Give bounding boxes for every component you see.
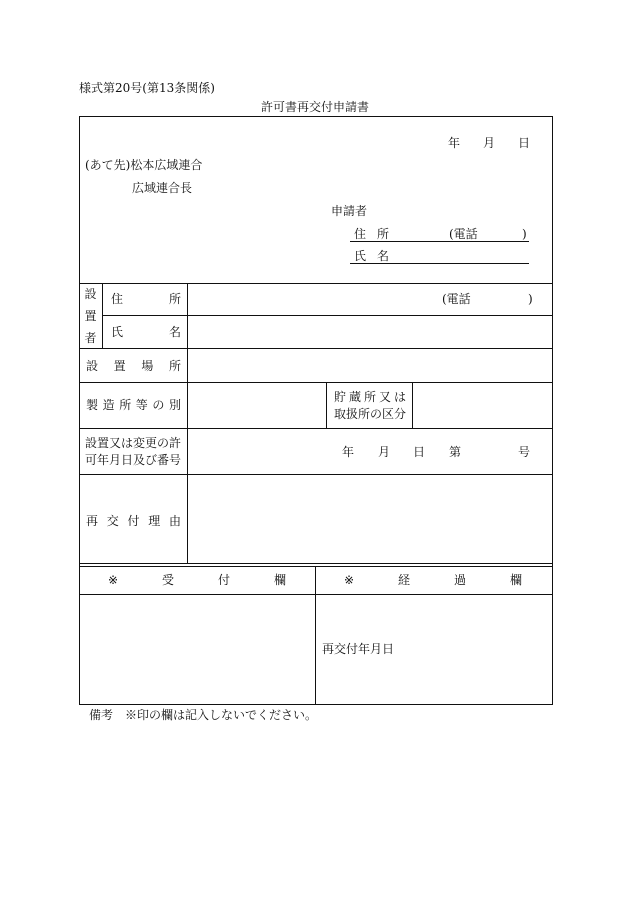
row-divider (102, 315, 553, 316)
permit-number-suffix: 号 (518, 445, 531, 459)
permit-label-line2: 可年月日及び番号 (85, 453, 182, 467)
location-label: 設 置 場 所 (86, 359, 181, 373)
installer-group-label: 設 置 者 (84, 287, 97, 345)
addressee: (あて先)松本広域連合 (85, 158, 203, 172)
permit-month: 月 (378, 445, 391, 459)
form-number: 様式第20号(第13条関係) (79, 81, 215, 95)
footnote: 備考 ※印の欄は記入しないでください。 (89, 708, 318, 722)
applicant-address-line (350, 228, 529, 242)
row-divider (79, 474, 553, 475)
category-label: 製 造 所 等 の 別 (86, 398, 181, 412)
name-char: 名 (377, 249, 390, 263)
row-divider (79, 283, 553, 284)
col-divider (102, 283, 103, 348)
row-divider (79, 594, 553, 595)
permit-day: 日 (413, 445, 426, 459)
row-divider (79, 428, 553, 429)
col-divider (326, 382, 327, 428)
phone-close: ) (522, 227, 527, 241)
date-year-label: 年 (448, 136, 461, 150)
row-divider (79, 348, 553, 349)
installer-name-label: 氏 名 (111, 325, 181, 339)
address-char: 住 (354, 227, 367, 241)
name-char: 氏 (354, 249, 367, 263)
addressee-title: 広域連合長 (132, 181, 193, 195)
col-divider (412, 382, 413, 428)
date-month-label: 月 (483, 136, 496, 150)
permit-label-line1: 設置又は変更の許 (85, 436, 182, 450)
reissue-date-label: 再交付年月日 (322, 642, 395, 656)
form-title: 許可書再交付申請書 (260, 100, 369, 114)
col-divider (315, 566, 316, 705)
installer-address-label: 住 所 (111, 292, 181, 306)
row-divider (79, 563, 553, 564)
row-divider (79, 382, 553, 383)
permit-no: 第 (449, 445, 462, 459)
reason-label: 再 交 付 理 由 (86, 514, 181, 528)
permit-year: 年 (342, 445, 355, 459)
address-char: 所 (377, 227, 390, 241)
installer-phone-close: ) (528, 292, 533, 306)
reception-header: ※ 受 付 欄 (108, 573, 286, 587)
applicant-name-line (350, 250, 529, 264)
progress-header: ※ 経 過 欄 (344, 573, 522, 587)
date-day-label: 日 (518, 136, 531, 150)
applicant-label: 申請者 (331, 204, 368, 218)
storage-label-line1: 貯 蔵 所 又 は (334, 390, 406, 404)
col-divider (187, 283, 188, 563)
row-divider (79, 566, 553, 567)
installer-phone-label: (電話 (442, 292, 471, 306)
phone-label: (電話 (449, 227, 478, 241)
storage-label-line2: 取扱所の区分 (334, 407, 407, 421)
